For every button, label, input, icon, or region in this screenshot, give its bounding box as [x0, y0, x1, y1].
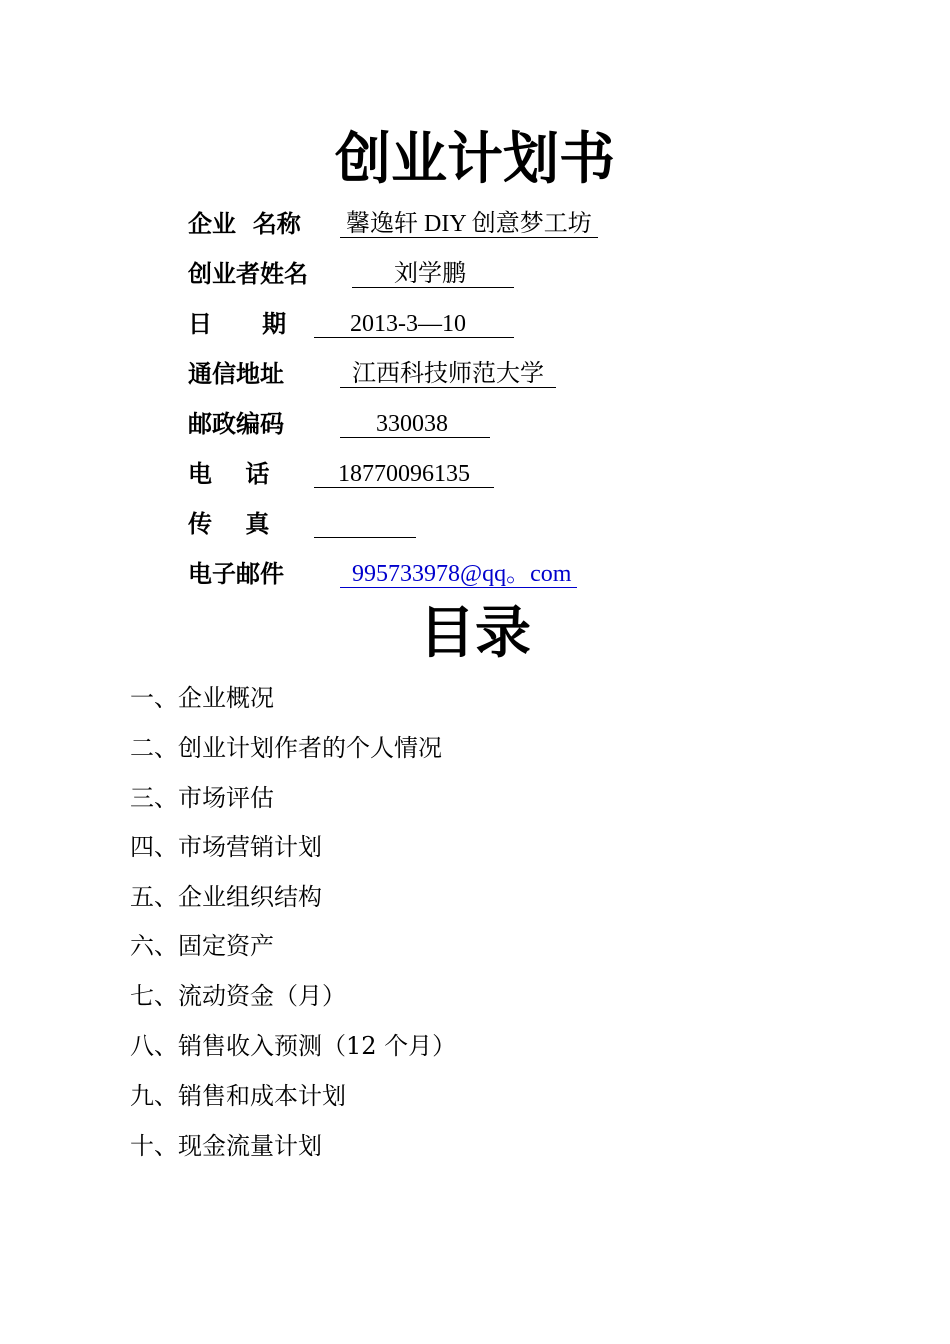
toc-title: 目录 [419, 601, 531, 666]
toc-item: 八、销售收入预测（12 个月） [130, 1032, 457, 1060]
field-label: 电 话 [188, 460, 270, 488]
toc-item: 五、企业组织结构 [130, 883, 322, 911]
field-label: 通信地址 [188, 360, 284, 388]
field-value: 馨逸轩 DIY 创意梦工坊 [340, 207, 598, 238]
document-title: 创业计划书 [335, 127, 615, 192]
toc-item: 七、流动资金（月） [130, 982, 346, 1010]
field-date [188, 307, 888, 341]
field-founder-name [188, 257, 888, 291]
field-value: 2013-3—10 [314, 307, 514, 338]
toc-item: 三、市场评估 [130, 784, 274, 812]
toc-item: 六、固定资产 [130, 932, 274, 960]
field-value: 18770096135 [314, 457, 494, 488]
field-address [188, 357, 888, 391]
field-value: 330038 [340, 407, 490, 438]
field-label: 日 期 [188, 310, 287, 338]
field-value [314, 507, 416, 538]
field-company-name [188, 207, 888, 241]
field-value: 刘学鹏 [352, 257, 514, 288]
toc-item: 一、企业概况 [130, 684, 274, 712]
toc-item: 十、现金流量计划 [130, 1132, 322, 1160]
field-label: 企业 名称 [188, 210, 301, 238]
field-label: 电子邮件 [188, 560, 284, 588]
field-email [188, 557, 888, 591]
field-postcode [188, 407, 888, 441]
field-label: 传 真 [188, 510, 270, 538]
toc-item: 二、创业计划作者的个人情况 [130, 734, 442, 762]
email-link[interactable]: 995733978@qq。com [340, 557, 577, 588]
field-label: 邮政编码 [188, 410, 284, 438]
field-fax [188, 507, 888, 541]
field-label: 创业者姓名 [188, 260, 308, 288]
toc-item: 四、市场营销计划 [130, 833, 322, 861]
field-value: 江西科技师范大学 [340, 357, 556, 388]
toc-item: 九、销售和成本计划 [130, 1082, 346, 1110]
field-phone [188, 457, 888, 491]
